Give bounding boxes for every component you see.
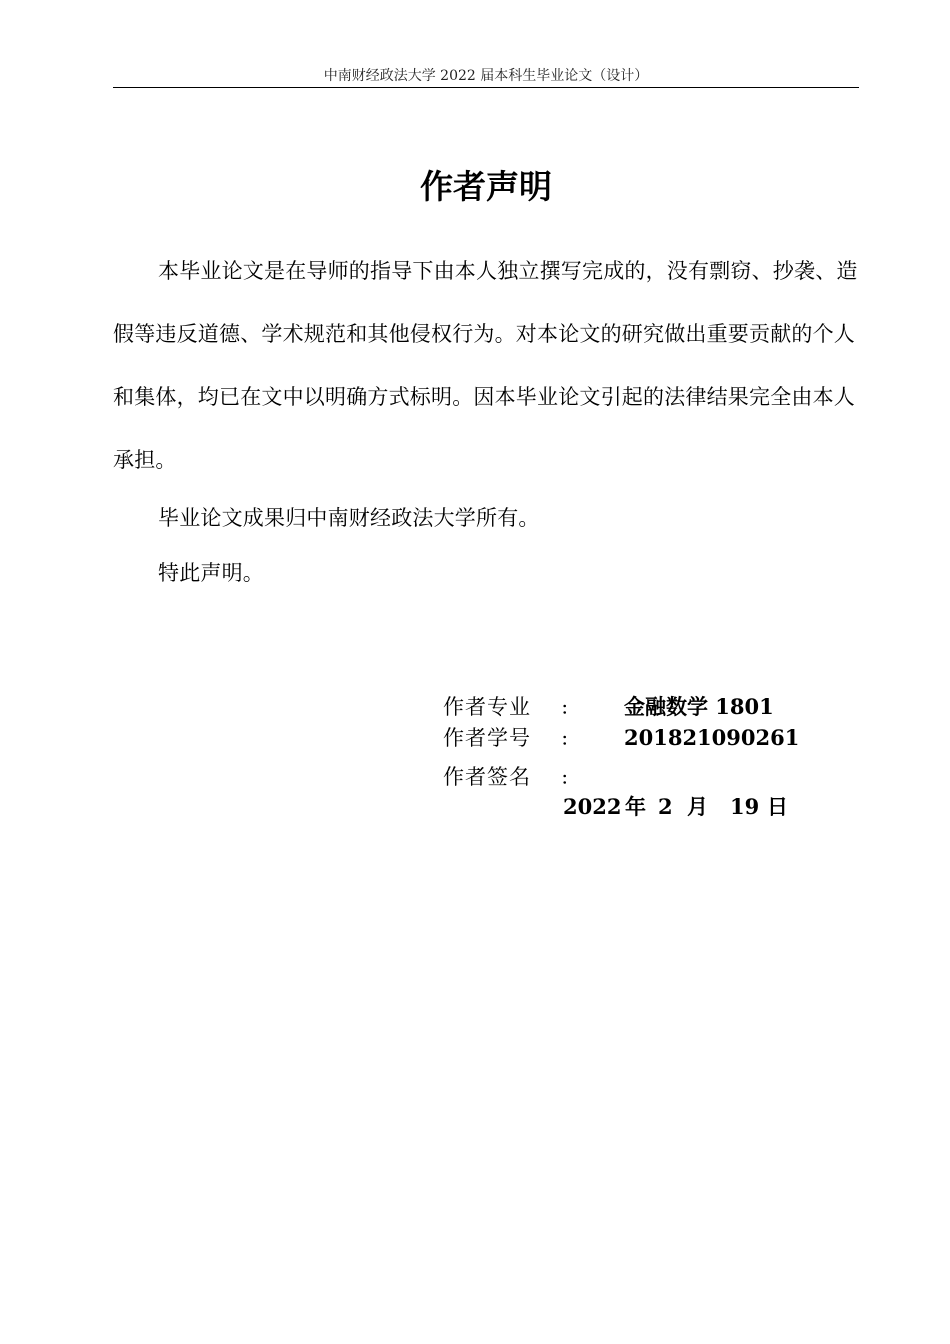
date-day-unit: 日 xyxy=(767,794,788,819)
author-signature-colon: ： xyxy=(561,769,578,788)
date-year: 2022 xyxy=(563,794,622,819)
closing-paragraph: 特此声明。 xyxy=(158,561,264,585)
date-day: 19 xyxy=(730,794,760,819)
author-signature-label: 作者签名 xyxy=(443,765,531,789)
date-year-unit: 年 xyxy=(625,794,646,819)
page-title: 作者声明 xyxy=(420,167,552,206)
date-month: 2 xyxy=(658,794,673,819)
author-id-value: 201821090261 xyxy=(624,725,800,750)
author-id-colon: ： xyxy=(561,730,578,749)
header-rule xyxy=(113,87,859,88)
ownership-paragraph: 毕业论文成果归中南财经政法大学所有。 xyxy=(158,506,540,530)
date-month-unit: 月 xyxy=(687,794,708,819)
page-header: 中南财经政法大学 2022 届本科生毕业论文（设计） xyxy=(323,68,649,84)
author-major-colon: ： xyxy=(561,699,578,718)
author-major-value: 金融数学 1801 xyxy=(624,694,774,719)
author-id-label: 作者学号 xyxy=(443,726,531,750)
declaration-paragraph: 本毕业论文是在导师的指导下由本人独立撰写完成的，没有剽窃、抄袭、造假等违反道德、学术规范和其他侵权行为。对本论文的研究做出重要贡献的个人和集体，均已在文中以明确方式标明。因本毕业论文引起的法律结果完全由本人承担。 xyxy=(113,259,858,472)
author-major-label: 作者专业 xyxy=(443,695,531,719)
